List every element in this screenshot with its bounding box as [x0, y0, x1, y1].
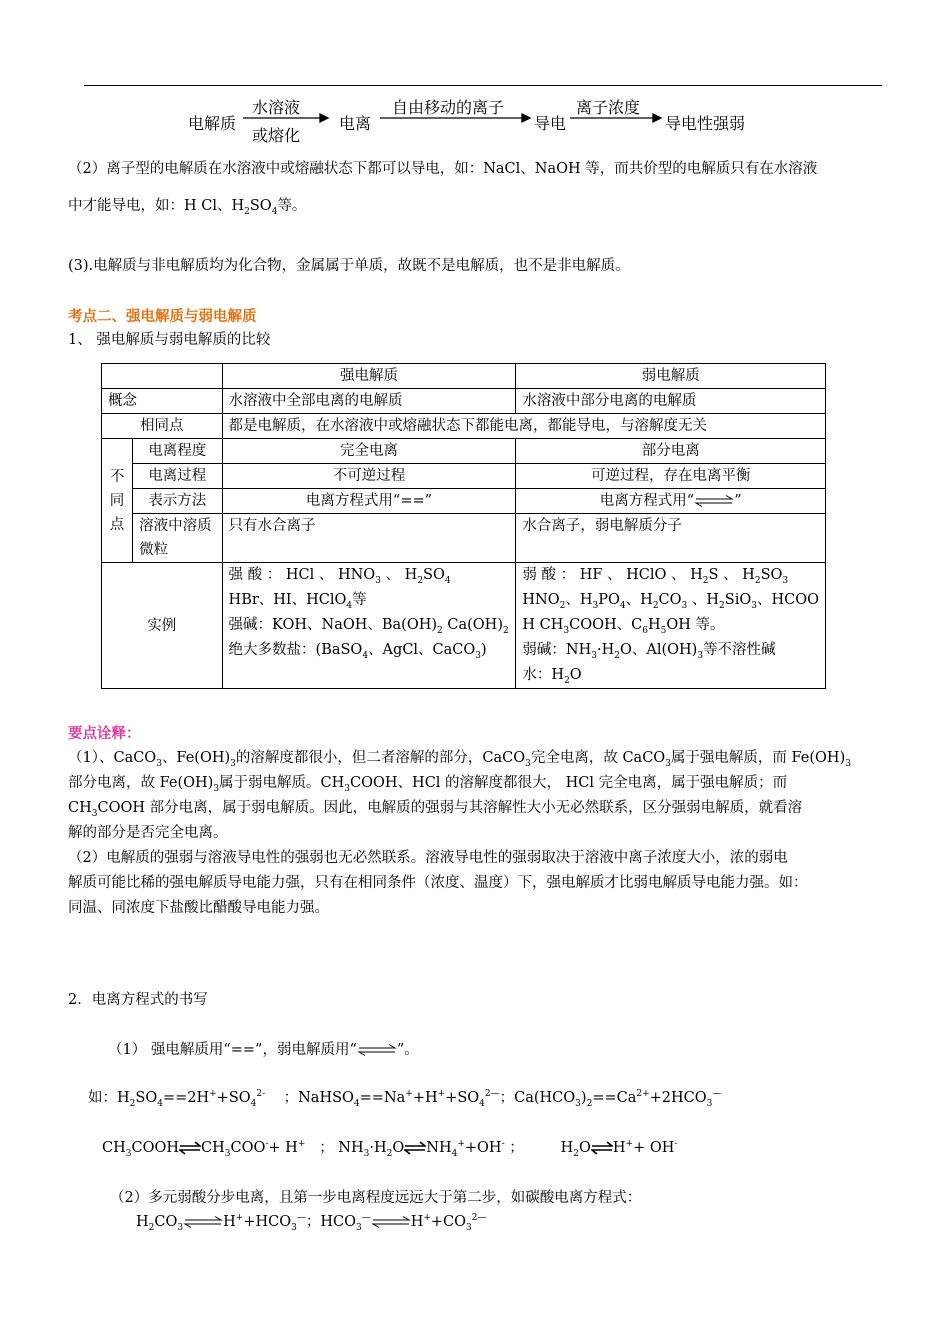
reversible-arrow-icon — [371, 1216, 411, 1228]
table-row — [102, 489, 826, 514]
flow-condition-bottom: 或熔化 — [252, 126, 301, 145]
reversible-arrow-icon — [404, 1141, 426, 1155]
subsection-title-1: 1、 强电解质与弱电解质的比较 — [68, 332, 271, 348]
flow-ion-concentration: 离子浓度 — [576, 98, 641, 117]
section-title: 考点二、强电解质与弱电解质 — [68, 308, 257, 325]
subsection-title-2: 2．电离方程式的书写 — [68, 992, 208, 1008]
table-cell: 不可逆过程 — [222, 464, 516, 489]
arrow-head-3 — [653, 114, 661, 122]
arrow-head-1 — [320, 114, 328, 122]
table-cell: 都是电解质，在水溶液中或熔融状态下都能电离，都能导电，与溶解度无关 — [222, 414, 825, 439]
reversible-arrow-icon — [694, 495, 734, 507]
examples-strong: 强 酸 ： HCl 、 $HNO_3$ 、 $H_2SO_4$ HBr、HI、HClO$_4$等 强碱：KOH、NaOH、$Ba(OH)_2$ $Ca(OH)_2$ 绝大多数盐：(BaSO$_4$、AgCl、CaCO$_3$) — [222, 563, 516, 689]
reversible-arrow-icon — [357, 1044, 397, 1056]
table-row — [102, 514, 826, 563]
table-cell: 水溶液中部分电离的电解质 — [516, 389, 826, 414]
flow-ionize: 电离 — [339, 114, 372, 133]
rule-1: （1） 强电解质用“==”，弱电解质用“ ”。 — [108, 1042, 419, 1058]
table-row — [102, 563, 826, 689]
rule-2: （2）多元弱酸分步电离，且第一步电离程度远远大于第二步，如碳酸电离方程式： — [110, 1190, 642, 1206]
row-label-example: 实例 — [102, 563, 223, 689]
paragraph-2 — [68, 157, 888, 219]
comparison-table — [101, 363, 826, 689]
table-cell: 只有水合离子 — [222, 514, 516, 563]
flow-arrows — [0, 0, 950, 140]
table-cell: 水合离子，弱电解质分子 — [516, 514, 826, 563]
header-weak: 弱电解质 — [516, 364, 826, 389]
flow-electrolyte: 电解质 — [188, 114, 237, 133]
reversible-arrow-icon — [591, 1141, 613, 1155]
header-strong: 强电解质 — [222, 364, 516, 389]
table-row — [102, 439, 826, 464]
table-cell: 电离方程式用“==” — [222, 489, 516, 514]
flow-free-ions: 自由移动的离子 — [392, 98, 505, 117]
table-row — [102, 414, 826, 439]
paragraph-2-line-2: 中才能导电，如：H Cl、$H_2SO_4$等。 — [68, 198, 307, 217]
examples-weak: 弱 酸 ： HF 、 HClO 、 $H_2S$ 、 $H_2SO_3$ $HNO_2$、$H_3PO_4$、$H_2CO_3$ 、$H_2SiO_3$、HCOO H $CH_3COOH$、$C_6H_5OH$ 等。 弱碱：$NH_3\cdot H_2O$、$Al(OH)_3$等不溶性碱 水：$H_2O$ — [516, 563, 826, 689]
reversible-arrow-icon — [179, 1141, 201, 1155]
table-row — [102, 389, 826, 414]
row-label-degree: 电离程度 — [133, 439, 222, 464]
flow-conduct: 导电 — [534, 114, 567, 133]
table-row — [102, 464, 826, 489]
paragraph-2-line-1: （2）离子型的电解质在水溶液中或熔融状态下都可以导电，如：NaCl、NaOH 等，而共价型的电解质只有在水溶液 — [68, 161, 818, 177]
row-label-particles: 溶液中溶质 微粒 — [133, 514, 222, 563]
table-cell: 水溶液中全部电离的电解质 — [222, 389, 516, 414]
equation-line-1: 如：$H_2SO_4==2H^++SO_4^{2-}$ ；$NaHSO_4==Na^++H^++SO_4^{2—}$；$Ca(HCO_3)_2==Ca^{2+}+2HCO_3^—$ — [88, 1089, 722, 1109]
table-cell: 电离方程式用“ ” — [516, 489, 826, 514]
row-label-concept: 概念 — [102, 389, 223, 414]
flow-condition-top: 水溶液 — [252, 98, 301, 117]
table-cell: 可逆过程，存在电离平衡 — [516, 464, 826, 489]
row-label-same: 相同点 — [102, 414, 223, 439]
table-cell: 完全电离 — [222, 439, 516, 464]
row-label-different: 不 同 点 — [102, 439, 133, 563]
paragraph-3: (3).电解质与非电解质均为化合物，金属属于单质，故既不是电解质，也不是非电解质。 — [68, 258, 630, 274]
notes-title: 要点诠释： — [68, 725, 141, 742]
row-label-representation: 表示方法 — [133, 489, 222, 514]
flow-strength: 导电性强弱 — [665, 114, 746, 133]
arrow-head-2 — [522, 114, 530, 122]
equation-line-2: $CH_3COOH$ $CH_3COO^-+ H^+$ ； $NH_3\cdot H_2O$ $NH_4^++OH^-$ ； $H_2O$ H++ OH- — [102, 1139, 678, 1159]
reversible-arrow-icon — [183, 1216, 223, 1228]
table-row — [102, 364, 826, 389]
notes-body: （1）、CaCO$_3$、$Fe(OH)_3$的溶解度都很小，但二者溶解的部分，CaCO$_3$完全电离，故 CaCO$_3$属于强电解质，而 $Fe(OH)_3$ 部分电离，故 $Fe(OH)_3$属于弱电解质。$CH_3COOH$、HCl 的溶解度都很大， HCl 完全电离，属于强电解质；而 $CH_3COOH$ 部分电离，属于弱电解质。因此，电解质的强弱与其溶解性大小无必然联系，区分强弱电解质，就看溶 解的部分是否完全电离。 （2）电解质的强弱与溶液导电性的强弱也无必然联系。溶液导电性的强弱取决于溶液中离子浓度大小，浓的弱电 解质可能比稀的强电解质导电能力强，只有在相同条件（浓度、温度）下，强电解质才比弱电解质导电能力强。如： 同温、同浓度下盐酸比醋酸导电能力强。 — [68, 750, 851, 916]
table-cell: 部分电离 — [516, 439, 826, 464]
row-label-process: 电离过程 — [133, 464, 222, 489]
equation-line-3: $H_2CO_3$ $H^++HCO_3^—$；$HCO_3^—$ $H^++CO_3^{2—}$ — [136, 1213, 487, 1233]
